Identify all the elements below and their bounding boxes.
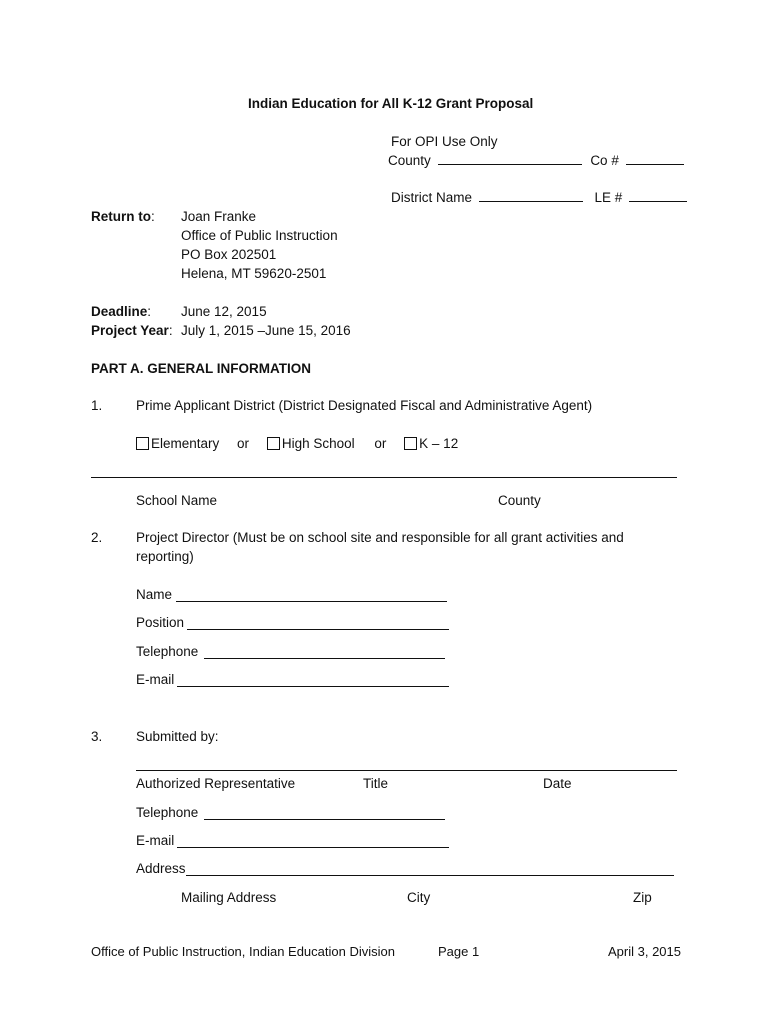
director-email-label: E-mail: [136, 672, 175, 687]
footer-date: April 3, 2015: [608, 944, 681, 959]
county-label: County: [498, 493, 541, 508]
director-position-label: Position: [136, 615, 185, 630]
option-elementary[interactable]: [136, 435, 219, 453]
title-label: Title: [363, 776, 389, 791]
authorized-rep-label: Authorized Representative: [136, 776, 296, 791]
k12-label: K – 12: [419, 436, 459, 451]
footer-page: Page 1: [438, 944, 480, 959]
footer-office: Office of Public Instruction, Indian Education Division: [91, 944, 395, 959]
high-school-checkbox[interactable]: [267, 437, 280, 450]
date-label: Date: [543, 776, 572, 791]
return-city-line: Helena, MT 59620-2501: [181, 266, 327, 281]
item2-text-line1: Project Director (Must be on school site and responsible for all grant activities and: [136, 530, 624, 545]
return-office: Office of Public Instruction: [181, 228, 338, 243]
school-name-label: School Name: [136, 493, 218, 508]
project-year-label: Project Year: [91, 323, 169, 338]
submitter-address-label: Address: [136, 861, 186, 876]
opi-county-row: [388, 152, 684, 170]
or-separator-2: or: [374, 436, 387, 451]
opi-co-label: Co #: [590, 153, 619, 168]
deadline-label: Deadline: [91, 304, 148, 319]
part-a-heading: PART A. GENERAL INFORMATION: [91, 361, 311, 376]
option-high-school[interactable]: [267, 435, 355, 453]
opi-district-field[interactable]: [479, 189, 583, 202]
opi-le-label: LE #: [594, 190, 623, 205]
submitter-email-field[interactable]: [177, 847, 449, 848]
school-county-line[interactable]: [91, 477, 677, 478]
deadline-label-wrap: [91, 303, 151, 321]
elementary-label: Elementary: [151, 436, 220, 451]
project-year-label-wrap: [91, 322, 173, 340]
director-telephone-label: Telephone: [136, 644, 199, 659]
project-year-value: July 1, 2015 –June 15, 2016: [181, 323, 351, 338]
item1-number: 1.: [91, 398, 103, 413]
or-separator-1: or: [237, 436, 250, 451]
item1-text: Prime Applicant District (District Designated Fiscal and Administrative Agent): [136, 398, 593, 413]
opi-district-label: District Name: [391, 190, 473, 205]
return-name: Joan Franke: [181, 209, 257, 224]
high-school-label: High School: [281, 436, 355, 451]
opi-le-field[interactable]: [629, 189, 687, 202]
k12-checkbox[interactable]: [404, 437, 417, 450]
item2-number: 2.: [91, 530, 103, 545]
project-year-colon: :: [168, 323, 173, 338]
deadline-value: June 12, 2015: [181, 304, 267, 319]
school-type-options: [136, 435, 458, 453]
director-telephone-field[interactable]: [204, 658, 445, 659]
submitter-address-field[interactable]: [186, 875, 674, 876]
director-name-field[interactable]: [176, 601, 447, 602]
option-k12[interactable]: [404, 435, 458, 453]
opi-county-field[interactable]: [438, 152, 582, 165]
submitter-telephone-field[interactable]: [204, 819, 445, 820]
submitter-telephone-label: Telephone: [136, 805, 199, 820]
return-to-label: Return to: [91, 209, 151, 224]
return-to-colon: :: [151, 209, 155, 224]
mailing-address-label: Mailing Address: [181, 890, 277, 905]
director-name-label: Name: [136, 587, 173, 602]
director-position-field[interactable]: [187, 629, 449, 630]
opi-heading: For OPI Use Only: [391, 134, 498, 149]
deadline-colon: :: [147, 304, 152, 319]
director-email-field[interactable]: [177, 686, 449, 687]
item3-number: 3.: [91, 729, 103, 744]
city-label: City: [407, 890, 431, 905]
authorized-signature-line[interactable]: [136, 770, 677, 771]
item2-text-line2: reporting): [136, 549, 194, 564]
document-title: Indian Education for All K-12 Grant Proposal: [248, 96, 534, 111]
zip-label: Zip: [633, 890, 652, 905]
opi-district-row: [391, 189, 687, 207]
return-to-label-wrap: [91, 208, 155, 226]
submitter-email-label: E-mail: [136, 833, 175, 848]
opi-co-field[interactable]: [626, 152, 684, 165]
elementary-checkbox[interactable]: [136, 437, 149, 450]
opi-county-label: County: [388, 153, 431, 168]
item3-text: Submitted by:: [136, 729, 219, 744]
return-po-box: PO Box 202501: [181, 247, 277, 262]
